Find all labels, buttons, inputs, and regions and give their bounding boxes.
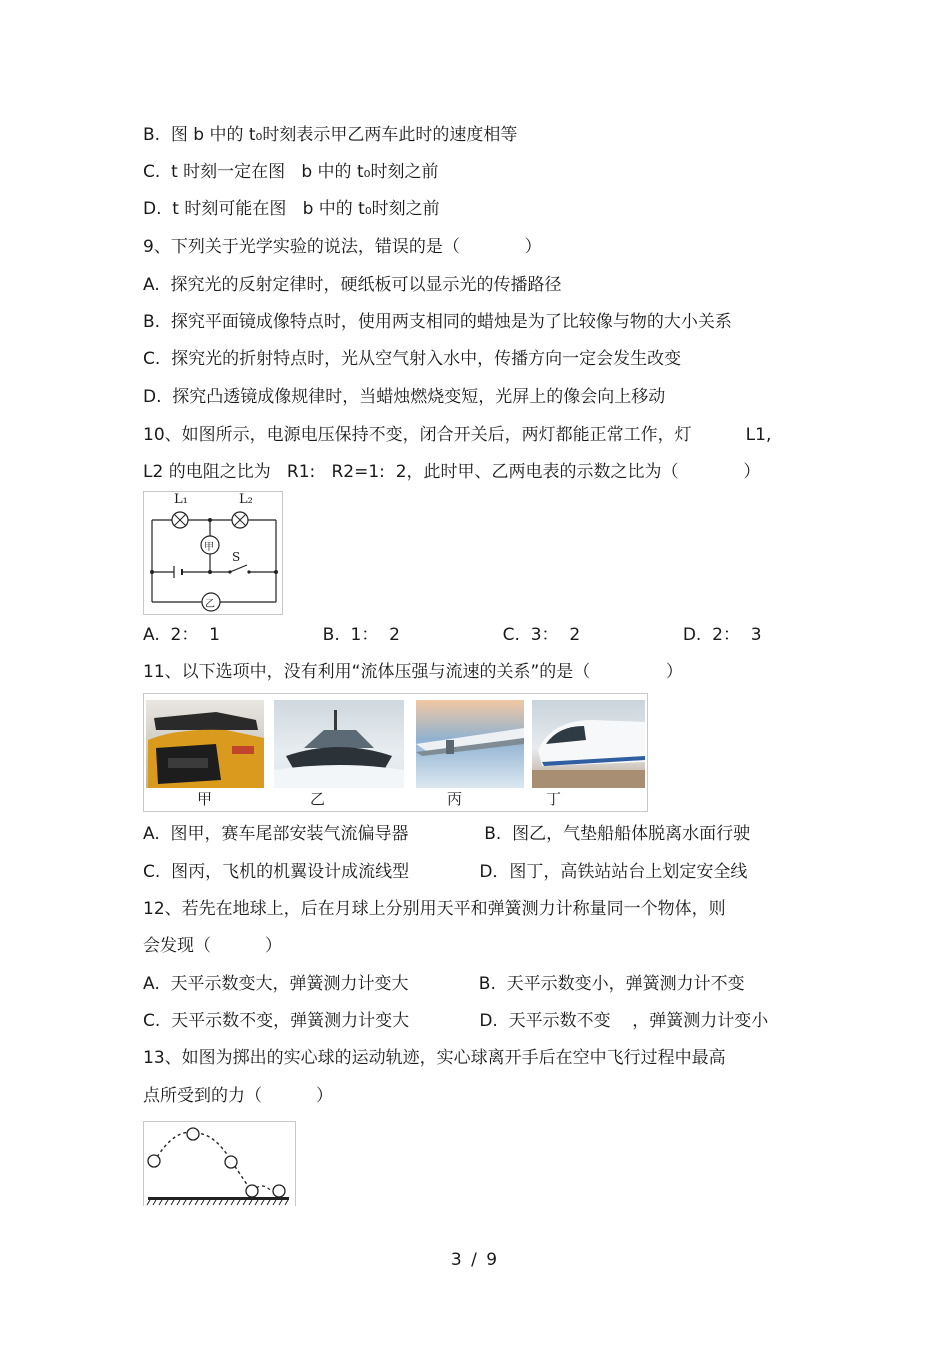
options-12-cd: C. 天平示数不变，弹簧测力计变大 D. 天平示数不变 ，弹簧测力计变小 <box>143 1011 769 1031</box>
photo-hovercraft <box>274 700 404 788</box>
photo-label-ding: 丁 <box>546 790 562 808</box>
photo-label-jia: 甲 <box>197 790 213 808</box>
question-12-line1: 12、若先在地球上，后在月球上分别用天平和弹簧测力计称量同一个物体，则 <box>143 899 726 919</box>
question-9: 9、下列关于光学实验的说法，错误的是（ ） <box>143 237 542 257</box>
option-9d: D. 探究凸透镜成像规律时，当蜡烛燃烧变短，光屏上的像会向上移动 <box>143 387 666 407</box>
meter-a-label: 甲 <box>204 542 214 553</box>
text-q8b: B. 图 b 中的 t₀时刻表示甲乙两车此时的速度相等 <box>143 125 518 145</box>
airplane-wing-icon <box>416 700 524 788</box>
hovercraft-icon <box>274 700 404 788</box>
trajectory-figure <box>143 1121 296 1206</box>
page-number: 3 / 9 <box>450 1250 500 1270</box>
ball-trajectory-diagram <box>144 1122 295 1206</box>
question-13-line1: 13、如图为掷出的实心球的运动轨迹，实心球离开手后在空中飞行过程中最高 <box>143 1048 726 1068</box>
question-10-line2: L2 的电阻之比为 R1: R2=1: 2，此时甲、乙两电表的示数之比为（ ） <box>143 462 761 482</box>
question-12-line2: 会发现（ ） <box>143 936 283 956</box>
question-13-line2: 点所受到的力（ ） <box>143 1086 334 1106</box>
photos-figure <box>143 693 648 812</box>
label-switch: S <box>232 550 241 564</box>
photo-label-yi: 乙 <box>310 790 326 808</box>
options-11-ab: A. 图甲，赛车尾部安装气流偏导器 B. 图乙，气垫船船体脱离水面行驶 <box>143 824 751 844</box>
meter-b-label: 乙 <box>205 599 215 610</box>
option-9b: B. 探究平面镜成像特点时，使用两支相同的蜡烛是为了比较像与物的大小关系 <box>143 312 732 332</box>
photo-airplane-wing <box>416 700 524 788</box>
question-10-line1: 10、如图所示，电源电压保持不变，闭合开关后，两灯都能正常工作，灯 L1, <box>143 425 772 445</box>
options-10: A. 2： 1 B. 1： 2 C. 3： 2 D. 2： 3 <box>143 625 762 645</box>
question-11: 11、以下选项中，没有利用“流体压强与流速的关系”的是（ ） <box>143 662 683 682</box>
text-q8d: D. t 时刻可能在图 b 中的 t₀时刻之前 <box>143 199 440 219</box>
options-12-ab: A. 天平示数变大，弹簧测力计变大 B. 天平示数变小，弹簧测力计不变 <box>143 974 745 994</box>
photo-race-car <box>146 700 264 788</box>
race-car-spoiler-icon <box>146 700 264 788</box>
photo-high-speed-train <box>532 700 645 788</box>
label-l1: L₁ <box>174 492 188 507</box>
options-11-cd: C. 图丙，飞机的机翼设计成流线型 D．图丁，高铁站站台上划定安全线 <box>143 862 748 882</box>
label-l2: L₂ <box>239 492 253 507</box>
option-9a: A. 探究光的反射定律时，硬纸板可以显示光的传播路径 <box>143 275 562 295</box>
option-9c: C. 探究光的折射特点时，光从空气射入水中，传播方向一定会发生改变 <box>143 349 682 369</box>
photo-label-bing: 丙 <box>447 790 463 808</box>
high-speed-train-icon <box>532 700 645 788</box>
text-q8c: C. t 时刻一定在图 b 中的 t₀时刻之前 <box>143 162 439 182</box>
circuit-figure <box>143 491 283 615</box>
